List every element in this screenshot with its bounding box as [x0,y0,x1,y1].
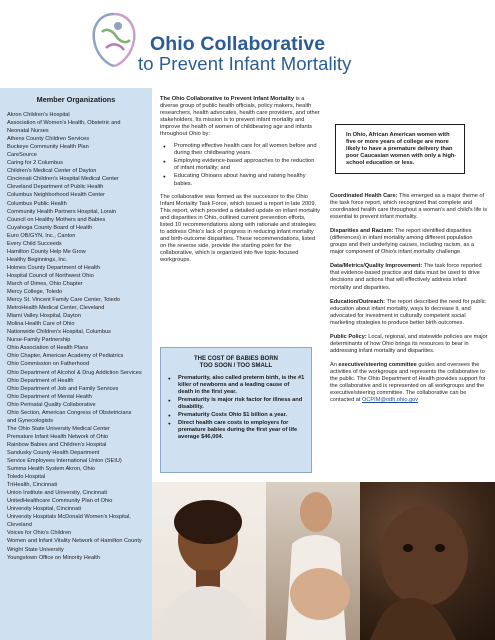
collaborative-history-paragraph: The collaborative was formed as the successor to the Ohio Infant Mortality Task Force, which issued a report in late 2009. This report, which provided a detailed update on infant mortality and disparities in Ohio, outlined current prevention efforts, listed 10 recommendations along with rationale and strategies to address Ohio's lack of progress in reducing infant mortality and birth-outcome disparities. These recommendations, listed on the reverse side, provide the starting point for the collaborative, which is organized into five topic-focused workgroups. [160,193,320,263]
member-organization-item: Ohio Department of Alcohol & Drug Addiction Services [7,369,142,376]
member-organization-item: Nurse-Family Partnership [7,337,71,344]
cost-item: ● Prematurity Costs Ohio $1 billion a year. [161,412,311,419]
contact-email-link[interactable]: OCPIM@odh.ohio.gov [362,397,419,404]
intro-section [160,96,320,264]
member-organization-item: Cleveland [7,522,32,529]
member-organization-item: UnitedHealthcare Community Plan of Ohio [7,498,113,505]
intro-bullet: ● Employing evidence-based approaches to the reduction of infant mortality; and [160,158,320,172]
steering-committee-paragraph [330,362,488,404]
workgroup-body: Local, regional, and statewide policies are major determinants of how Ohio brings its resources to bear in addressing infant mortality and disparities. [330,333,488,354]
member-organization-item: Healthy Beginnings, Inc. [7,256,68,263]
member-organization-item: University Hospitals McDonald Women's Hospital, [7,514,131,521]
brand-title: Ohio Collaborative [150,33,326,55]
member-organization-item: Children's Medical Center of Dayton [7,168,97,175]
member-organization-item: Ohio Department of Health [7,377,74,384]
workgroup-paragraph [330,263,488,291]
pregnant-woman-icon [266,482,360,640]
workgroups-section [330,193,488,411]
member-organization-item: Buckeye Community Health Plan [7,144,89,151]
member-organization-item: Every Child Succeeds [7,240,62,247]
baby-photo [360,482,495,640]
cost-list [161,375,311,441]
member-organization-item: Cleveland Department of Public Health [7,184,104,191]
cost-box [160,347,312,473]
cost-item: ● Direct health care costs to employers for premature babies during the first year of life average $46,004. [161,420,311,441]
cost-box-title [161,356,311,370]
intro-paragraph [160,96,320,138]
member-organization-item: MetroHealth Medical Center, Cleveland [7,305,105,312]
workgroup-heading: Coordinated Health Care: [330,193,398,199]
workgroup-body: The report identified disparities (differences) in infant mortality among different population groups and their underlying causes, including racism, as a major component of Ohio's infant mortality challenge. [330,228,474,256]
member-organization-item: Union Institute and University, Cincinnati [7,490,108,497]
workgroup-body: The report described the need for public education about infant mortality, ways to decrease it, and advocated for investment in culturally competent social marketing strategies to produce better birth outcomes. [330,298,486,326]
member-organization-item: Ohio Perinatal Quality Collaborative [7,401,96,408]
workgroup-heading: Public Policy: [330,333,367,340]
cost-title-line2: TOO SOON / TOO SMALL [199,363,273,369]
intro-bullets [160,143,320,187]
steering-body: guides and oversees the activities of the workgroups and represents the collaborative to the public. The Ohio Department of Health provides support for the collaborative and is represented on all workgroups and the executive/steering committee. The collaborative can be contacted at [330,361,486,404]
member-organization-item: Ohio Chapter, American Academy of Pediatrics [7,353,124,360]
steering-heading: executive/steering committee [338,361,417,368]
member-organizations-list [7,111,152,562]
member-organization-item: Sandusky County Health Department [7,449,100,456]
workgroup-heading: Disparities and Racism: [330,228,394,235]
member-organization-item: Community Health Partners Hospital, Lorain [7,208,117,215]
member-organization-item: Premature Infant Health Network of Ohio [7,433,109,440]
cost-title-line1: THE COST OF BABIES BORN [193,356,278,362]
member-organization-item: Association of Women's Health, Obstetric and [7,120,121,127]
member-organization-item: Wright State University [7,546,64,553]
member-organization-item: Rainbow Babies and Children's Hospital [7,441,107,448]
mother-child-logo-icon [88,6,140,70]
member-organization-item: Caring for 2 Columbus [7,160,63,167]
member-organization-item: Ohio Department of Job and Family Services [7,385,119,392]
member-organization-item: Toledo Hospital [7,474,46,481]
member-organization-item: Ohio Section, American Congress of Obstetricians [7,409,132,416]
member-organization-item: Cincinnati Children's Hospital Medical Center [7,176,119,183]
header [0,0,495,88]
disparity-callout: In Ohio, African American women with five or more years of college are more likely to have a premature delivery than poor Caucasian women with only a high-school education or less. [335,124,465,174]
member-organization-item: Akron Children's Hospital [7,112,70,118]
member-organization-item: Council on Healthy Mothers and Babies [7,216,106,223]
cost-item: ● Prematurity is major risk factor for illness and disability. [161,397,311,411]
intro-bullet: ● Promoting effective health care for all women before and during their childbearing years. [160,143,320,157]
member-organization-item: Mercy St. Vincent Family Care Center, Toledo [7,297,120,304]
member-organization-item: Ohio Association of Health Plans [7,345,89,352]
member-organization-item: Summa Health System Akron, Ohio [7,466,95,473]
workgroup-heading: Data/Metrics/Quality Improvement: [330,263,423,270]
member-organization-item: Miami Valley Hospital, Dayton [7,313,81,320]
member-organization-item: TriHealth, Cincinnati [7,482,58,489]
member-organization-item: Athens County Children Services [7,136,90,143]
baby-face-icon [360,482,495,640]
intro-body: is a diverse group of public health officials, policy makers, health researchers, health advocates, health care providers, and other stakeholders. Its mission is to prevent infant mortality and improve the health of women of childbearing age and infants throughout Ohio by: [160,96,320,138]
member-organization-item: Mercy College, Toledo [7,289,63,296]
workgroup-heading: Education/Outreach: [330,298,386,305]
workgroup-body: The task force reported that evidence-based practice and data must be used to drive decisions and actions that will effectively address infant mortality and disparities. [330,263,482,291]
member-organization-item: University Hospital, Cincinnati [7,506,81,513]
steering-pre: An [330,361,339,368]
member-organization-item: Neonatal Nurses [7,128,49,135]
intro-bullet: ● Educating Ohioans about having and raising healthy babies. [160,173,320,187]
member-organization-item: Cuyahoga County Board of Health [7,224,93,231]
member-organization-item: Euro OB/GYN, Inc., Canton [7,232,76,239]
member-organization-item: Voices for Ohio's Children [7,530,72,537]
member-organization-item: The Ohio State University Medical Center [7,425,110,432]
member-organization-item: Nationwide Children's Hospital, Columbus [7,329,111,336]
member-organization-item: CareSource [7,152,37,159]
pregnant-woman-photo [266,482,360,640]
workgroup-paragraph [330,299,488,327]
woman-photo [152,482,266,640]
member-organizations-panel [0,88,152,640]
woman-portrait-icon [152,482,266,640]
workgroup-paragraph [330,334,488,355]
member-organization-item: Ohio Department of Mental Health [7,393,92,400]
member-organizations-title: Member Organizations [36,95,116,104]
member-organization-item: Women and Infant Vitality Network of Hamilton County [7,538,142,545]
intro-lead: The Ohio Collaborative to Prevent Infant Mortality [160,96,294,102]
member-organization-item: Youngstown Office on Minority Health [7,554,100,561]
member-organization-item: March of Dimes, Ohio Chapter [7,280,83,287]
member-organization-item: Columbus Public Health [7,200,67,207]
workgroup-body: This emerged as a major theme of the task force report, which recognized that complete and coordinated health care throughout a woman's and child's life is essential to prevent infant mortality. [330,193,487,221]
member-organization-item: Hamilton County Help Me Grow [7,248,86,255]
workgroup-paragraph [330,228,488,256]
brand-subtitle: to Prevent Infant Mortality [138,53,352,74]
member-organization-item: Holmes County Department of Health [7,264,100,271]
member-organization-item: Service Employees International Union (SEIU) [7,458,122,465]
member-organization-item: Hospital Council of Northwest Ohio [7,272,94,279]
workgroup-paragraph [330,193,488,221]
member-organization-item: Ohio Commission on Fatherhood [7,361,90,368]
member-organization-item: Molina Health Care of Ohio [7,321,75,328]
member-organization-item: and Gynecologists [7,417,54,424]
member-organization-item: Columbus Neighborhood Health Center [7,192,105,199]
cost-item: ● Prematurity, also called preterm birth, is the #1 killer of newborns and a leading cause of death in the first year. [161,375,311,396]
